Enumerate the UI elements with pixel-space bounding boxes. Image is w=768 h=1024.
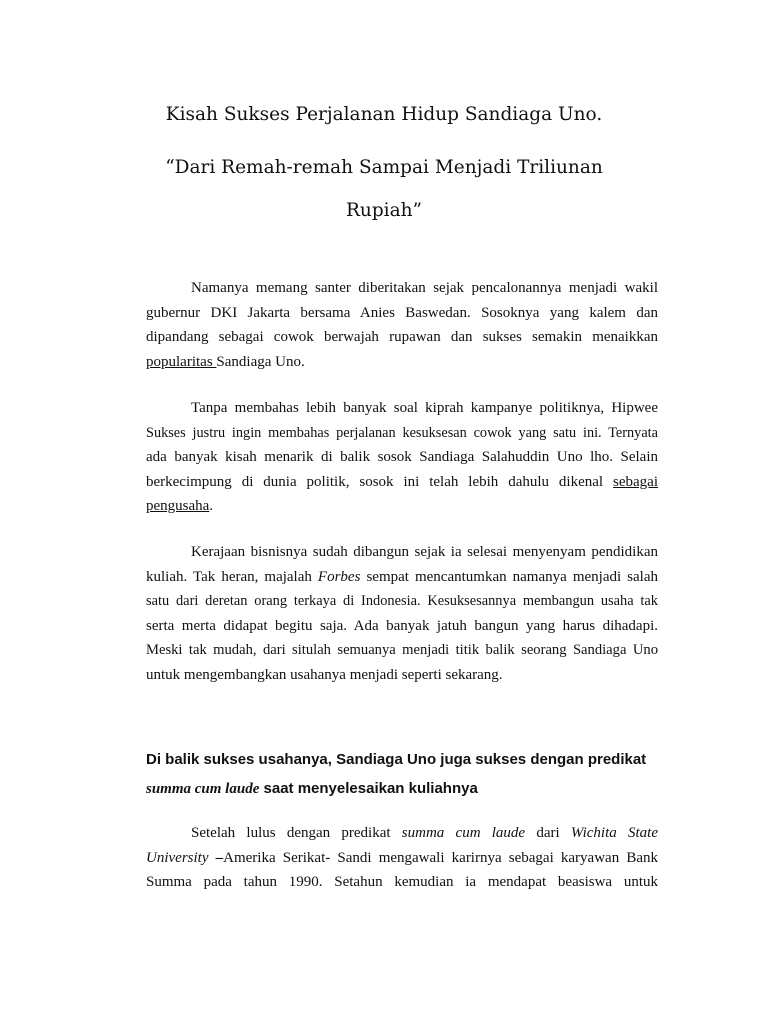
paragraph-text: Setelah lulus dengan predikat — [191, 825, 402, 841]
paragraph-1 — [146, 276, 658, 374]
paragraph-line — [146, 821, 658, 846]
paragraph-line: Namanya memang santer diberitakan sejak pencalonannya menjadi wakil — [191, 280, 658, 296]
paragraph-text: Sandiaga Uno. — [216, 353, 305, 370]
paragraph-3 — [146, 540, 658, 687]
document-subtitle-line1: “Dari Remah-remah Sampai Menjadi Triliunan — [165, 157, 603, 178]
paragraph-text: sempat mencantumkan namanya menjadi salah — [360, 568, 658, 585]
document-title: Kisah Sukses Perjalanan Hidup Sandiaga Uno. — [165, 104, 603, 125]
sebagai-pengusaha-link[interactable]: pengusaha — [146, 498, 210, 514]
forbes-italic: Forbes — [317, 568, 361, 585]
sebagai-pengusaha-link[interactable]: sebagai — [613, 473, 658, 490]
heading-line: Di balik sukses usahanya, Sandiaga Uno juga sukses dengan predikat — [146, 751, 647, 768]
document-subtitle-line2: Rupiah” — [345, 200, 422, 221]
paragraph-line: ada banyak kisah menarik di balik sosok Sandiaga Salahuddin Uno lho. Selain — [146, 449, 658, 465]
paragraph-text: . — [209, 498, 214, 514]
paragraph-line — [146, 565, 658, 590]
paragraph-text: dari — [525, 825, 571, 841]
summa-cum-laude-italic: summa cum laude — [146, 781, 260, 797]
summa-cum-laude-italic: summa cum laude — [401, 825, 526, 841]
popularitas-link[interactable]: popularitas — [146, 353, 217, 370]
paragraph-line: Kerajaan bisnisnya sudah dibangun sejak ia selesai menyenyam pendidikan — [191, 544, 658, 560]
paragraph-line: gubernur DKI Jakarta bersama Anies Baswedan. Sosoknya yang kalem dan — [146, 304, 658, 321]
paragraph-line: Tanpa membahas lebih banyak soal kiprah kampanye politiknya, Hipwee — [191, 400, 658, 416]
university-italic: Wichita State — [570, 825, 658, 841]
paragraph-line — [146, 494, 658, 519]
paragraph-line — [146, 846, 658, 871]
paragraph-line: satu dari deretan orang terkaya di Indonesia. Kesuksesannya membangun usaha tak — [146, 593, 658, 609]
university-italic: University — [146, 849, 209, 866]
paragraph-line: Meski tak mudah, dari situlah semuanya menjadi titik balik seorang Sandiaga Uno — [146, 642, 658, 658]
paragraph-line: dipandang sebagai cowok berwajah rupawan dan sukses semakin menaikkan — [146, 329, 658, 345]
paragraph-text: Amerika Serikat- Sandi mengawali karirnya sebagai karyawan Bank — [223, 849, 659, 866]
paragraph-line: serta merta didapat begitu saja. Ada banyak jatuh bangun yang harus dihadapi. — [146, 617, 658, 634]
paragraph-text: berkecimpung di dunia politik, sosok ini telah lebih dahulu dikenal — [146, 473, 614, 490]
dash-bold: – — [208, 849, 224, 866]
paragraph-2 — [146, 396, 658, 519]
heading-text: saat menyelesaikan kuliahnya — [259, 780, 478, 797]
paragraph-5 — [146, 821, 658, 895]
paragraph-line — [146, 350, 658, 375]
paragraph-text: kuliah. Tak heran, majalah — [146, 568, 318, 585]
paragraph-line: Summa pada tahun 1990. Setahun kemudian ia mendapat beasiswa untuk — [146, 874, 658, 890]
section-heading — [146, 745, 666, 804]
paragraph-line: Sukses justru ingin membahas perjalanan kesuksesan cowok yang satu ini. Ternyata — [146, 424, 658, 441]
heading-line — [146, 774, 666, 804]
paragraph-line: untuk mengembangkan usahanya menjadi seperti sekarang. — [146, 666, 503, 683]
paragraph-line — [146, 470, 658, 495]
